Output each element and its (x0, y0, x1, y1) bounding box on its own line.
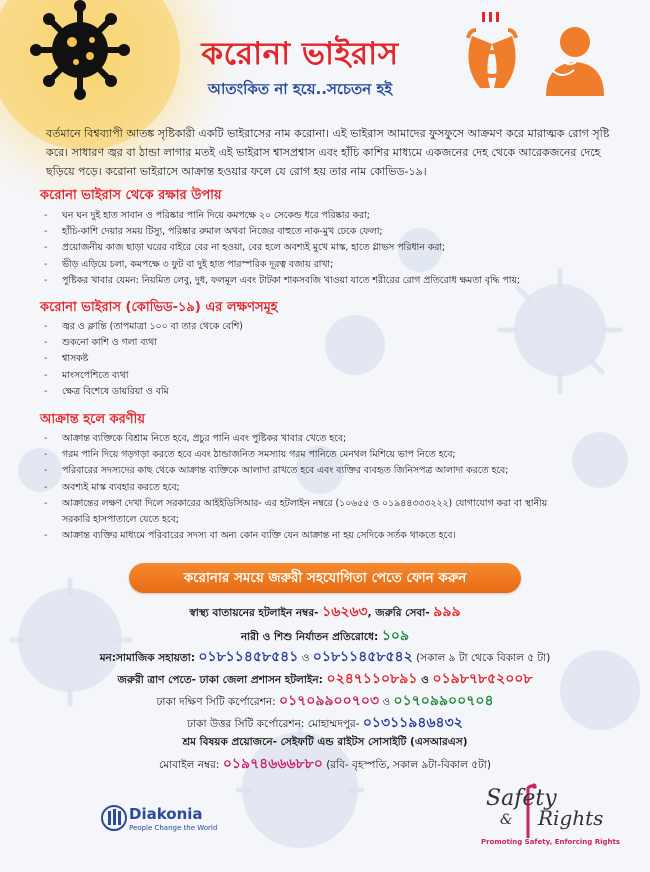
list-item: - ভীড় এড়িয়ে চলা, কমপক্ষে ৩ ফুট বা দুই হাত পারস্পরিক দূরত্ব বজায় রাখা; (44, 258, 334, 270)
safety-rights-word-1: Safety (486, 786, 557, 811)
contact-labour: শ্রম বিষয়ক প্রয়োজনে- সেইফটি এন্ড রাইটস সোসাইটি (এসআরএস) (182, 736, 468, 748)
contact-health: স্বাস্থ্য বাতায়নের হটলাইন নম্বর- ১৬২৬৩, জরুরি সেবা- ৯৯৯ (189, 604, 461, 620)
safety-rights-tagline: Promoting Safety, Enforcing Rights (481, 838, 621, 846)
todo-list (44, 431, 634, 544)
emergency-banner: করোনার সময়ে জরুরী সহযোগিতা পেতে ফোন করুন (129, 563, 521, 593)
safety-rights-amp: & (500, 812, 513, 828)
list-item: - পরিবারের সদস্যদের কাছ থেকে আক্রান্ত ব্যক্তিকে আলাদা রাখতে হবে এবং ব্যক্তির ব্যবহৃত জিনিসপত্র আলাদা করতে হবে; (44, 465, 509, 477)
list-item: - শ্বাসকষ্ট (44, 353, 89, 365)
phone-number: ০১৮১১৪৫৮৫৪২ (312, 649, 413, 665)
list-item: সরকারি হাসপাতালে যেতে হবে; (62, 514, 179, 526)
phone-number: ০১৯৭৪৬৬৬৮৮০ (222, 756, 323, 772)
list-item: - আক্রান্ত ব্যক্তিকে বিশ্রাম নিতে হবে, প্রচুর পানি এবং পুষ্টিকর খাবার খেতে হবে; (44, 433, 347, 444)
list-item: - মাংসপেশিতে ব্যথা (44, 369, 129, 381)
contact-psychosocial: মন:সামাজিক সহায়তা: ০১৮১১৪৫৮৫৪১ ও ০১৮১১৪৫৮৫৪২ (সকাল ৯ টা থেকে বিকাল ৫ টা) (99, 649, 551, 665)
section-heading-prevention: করোনা ভাইরাস থেকে রক্ষার উপায় (40, 188, 222, 203)
section-heading-todo: আক্রান্ত হলে করণীয় (40, 412, 146, 427)
contact-women: নারী ও শিশু নির্যাতন প্রতিরোধে: ১০৯ (240, 628, 410, 644)
contact-mobile: মোবাইল নম্বর: ০১৯৭৪৬৬৬৮৮০ (রবি- বৃহস্পতি, সকাল ৯টা-বিকাল ৫টা) (159, 756, 491, 772)
intro-paragraph: বর্তমানে বিশ্বব্যাপী আতঙ্ক সৃষ্টিকারী একটি ভাইরাসের নাম করোনা। এই ভাইরাস আমাদের ফুসফুসে আক্রমণ করে মারাত্মক রোগ সৃষ্টি করে। সাধারণ জ্বর বা ঠান্ডা লাগার মতই এই ভাইরাস শ্বাসপ্রশ্বাস এবং হাঁচি কাশির মাধ্যমে একজনের দেহ থেকে আরেকজনের দেহে ছড়িয়ে পড়ে। করোনা ভাইরাসে আক্রান্ত হওয়ার ফলে যে রোগ হয় তার নাম কোভিড-১৯। (46, 127, 610, 178)
phone-number: ১৬২৬৩ (322, 604, 368, 620)
list-item: - অবশ্যই মাস্ক ব্যবহার করতে হবে; (44, 481, 180, 493)
symptoms-list (44, 319, 634, 400)
page-title: করোনা ভাইরাস (201, 36, 399, 72)
list-item: - আক্রান্তের লক্ষণ দেখা দিলে সরকারের আইইডিসিআর- এর হটলাইন নম্বরে (১০৬৫৫ ও ০১৯৪৪৩৩৩২২২) যোগাযোগ করা বা স্থানীয় (44, 497, 548, 509)
list-item: - শুকনো কাশি ও গলা ব্যথা (44, 337, 157, 349)
safety-rights-word-2: Rights (538, 806, 604, 830)
phone-number: ০১৯৮৭৮৫২০০৮ (432, 671, 533, 687)
list-item: - ক্ষেত্র বিশেষে ডায়রিয়া ও বমি (44, 385, 169, 397)
contact-dncc: ঢাকা উত্তর সিটি কর্পোরেশন: মোহাম্মদপুর- ০১৩১১৯৪৬৪৩২ (187, 715, 463, 731)
contact-relief: জরুরী ত্রাণ পেতে- ঢাকা জেলা প্রশাসন হটলাইন: ০২৪৭১১০৮৯১ ও ০১৯৮৭৮৫২০০৮ (117, 671, 533, 687)
phone-number: ১০৯ (381, 628, 410, 644)
list-item: - ঘন ঘন দুই হাত সাবান ও পরিষ্কার পানি দিয়ে কমপক্ষে ২০ সেকেন্ড ধরে পরিষ্কার করা; (44, 210, 370, 221)
prevention-list (44, 208, 634, 289)
list-item: - হাঁচি-কাশি দেয়ার সময় টিস্যু, পরিষ্কার রুমাল অথবা নিজের বাহুতে নাক-মুখ ঢেকে ফেলা; (44, 226, 383, 238)
list-item: - পুষ্টিকর খাবার যেমন: নিয়মিত লেবু, দুধ, ফলমূল এবং টাটকা শাকসবজি খাওয়া যাতে শরীরের রোগ প্রতিরোধ ক্ষমতা বৃদ্ধি পায়; (44, 274, 521, 286)
page-subtitle: আতংকিত না হয়ে..সচেতন হই (207, 80, 393, 98)
section-heading-symptoms: করোনা ভাইরাস (কোভিড-১৯) এর লক্ষণসমূহ (40, 300, 278, 315)
diakonia-name: Diakonia (129, 805, 203, 823)
list-item: - প্রয়োজনীয় কাজ ছাড়া ঘরের বাইরে বের না হওয়া, বের হলে অবশ্যই মুখে মাস্ক, হাতে গ্লাভস পরিধান করা; (44, 242, 446, 254)
list-item: - আক্রান্ত ব্যক্তির মাধ্যমে পরিবারের সদস্য বা অন্য কোন ব্যক্তি যেন আক্রান্ত না হয় সেদিকে সর্তক থাকতে হবে। (44, 530, 456, 542)
phone-number: ৯৯৯ (433, 604, 461, 620)
phone-number: ০১৭০৯৯০০৭০৪ (393, 693, 494, 709)
contact-dscc: ঢাকা দক্ষিণ সিটি কর্পোরেশন: ০১৭০৯৯০০৭০৩ ও ০১৭০৯৯০০৭০৪ (156, 693, 494, 709)
phone-number: ০১৮১১৪৫৮৫৪১ (198, 649, 299, 665)
phone-number: ০১৩১১৯৪৬৪৩২ (362, 715, 463, 731)
phone-number: ০১৭০৯৯০০৭০৩ (278, 693, 380, 709)
list-item: - জ্বর ও ক্লান্তি (তাপমাত্রা ১০০ বা তার থেকে বেশি) (44, 321, 243, 332)
list-item: - গরম পানি দিয়ে গড়গড়া করতে হবে এবং ঠান্ডাজনিত সমস্যায় গরম পানিতে মেনথল মিশিয়ে ভাপ নিতে হবে; (44, 449, 456, 461)
phone-number: ০২৪৭১১০৮৯১ (326, 671, 418, 687)
diakonia-tagline: People Change the World (129, 824, 218, 832)
